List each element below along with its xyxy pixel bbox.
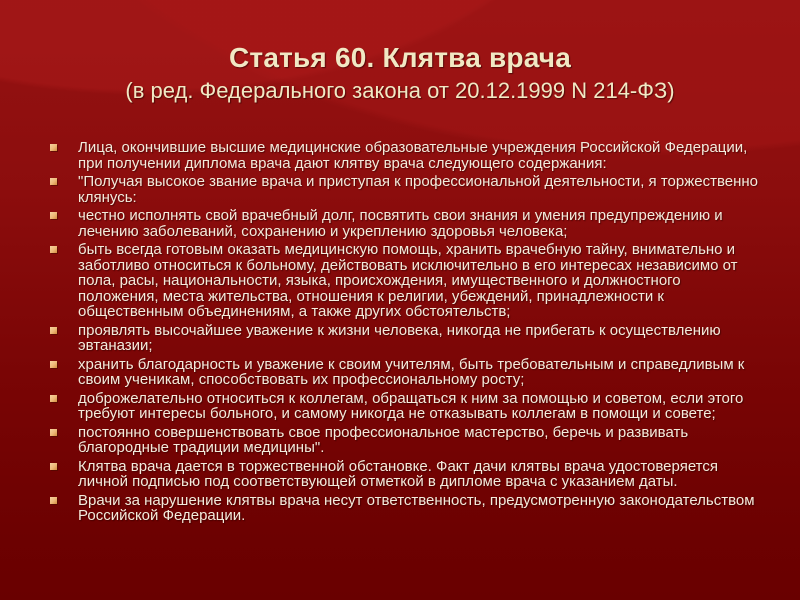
- bullet-item: [48, 174, 760, 205]
- bullet-square-icon: [50, 395, 57, 402]
- slide-header: [0, 0, 800, 104]
- bullet-text: Лица, окончившие высшие медицинские образовательные учреждения Российской Федерации, при получении диплома врача дают клятву врача следующего содержания:: [78, 139, 748, 172]
- bullet-square-icon: [50, 144, 57, 151]
- bullet-item: [48, 493, 760, 524]
- bullet-text: хранить благодарность и уважение к своим учителям, быть требовательным и справедливым к своим ученикам, способствовать их профессиональному росту;: [78, 355, 745, 388]
- bullet-square-icon: [50, 212, 57, 219]
- bullet-item: [48, 208, 760, 239]
- bullet-item: [48, 425, 760, 456]
- bullet-text: "Получая высокое звание врача и приступая к профессиональной деятельности, я торжественно клянусь:: [78, 173, 759, 206]
- bullet-text: доброжелательно относиться к коллегам, обращаться к ним за помощью и советом, если этого требуют интересы больного, и самому никогда не отказывать коллегам в помощи и совете;: [78, 389, 744, 422]
- bullet-text: Врачи за нарушение клятвы врача несут ответственность, предусмотренную законодательством Российской Федерации.: [78, 491, 755, 524]
- bullet-item: [48, 242, 760, 320]
- bullet-square-icon: [50, 429, 57, 436]
- bullet-text: Клятва врача дается в торжественной обстановке. Факт дачи клятвы врача удостоверяется личной подписью под соответствующей отметкой в дипломе врача с указанием даты.: [78, 457, 718, 490]
- bullet-square-icon: [50, 361, 57, 368]
- bullet-square-icon: [50, 463, 57, 470]
- bullet-text: быть всегда готовым оказать медицинскую помощь, хранить врачебную тайну, внимательно и заботливо относиться к больному, действовать исключительно в его интересах независимо от пола, расы, национальности, языка, происхождения, имущественного и должностного положения, места жительства, отношения к религии, убеждений, принадлежности к общественным объединениям, а также других обстоятельств;: [78, 241, 738, 320]
- bullet-square-icon: [50, 246, 57, 253]
- bullet-square-icon: [50, 497, 57, 504]
- bullet-item: [48, 357, 760, 388]
- bullet-item: [48, 140, 760, 171]
- bullet-item: [48, 391, 760, 422]
- bullet-text: честно исполнять свой врачебный долг, посвятить свои знания и умения предупреждению и лечению заболеваний, сохранению и укреплению здоровья человека;: [78, 207, 723, 240]
- bullet-item: [48, 323, 760, 354]
- slide-subtitle: (в ред. Федерального закона от 20.12.1999 N 214-ФЗ): [125, 78, 675, 103]
- bullet-item: [48, 459, 760, 490]
- bullet-square-icon: [50, 178, 57, 185]
- bullet-text: постоянно совершенствовать свое профессиональное мастерство, беречь и развивать благородные традиции медицины".: [78, 423, 689, 456]
- bullet-list: [48, 140, 760, 527]
- bullet-text: проявлять высочайшее уважение к жизни человека, никогда не прибегать к осуществлению эвтаназии;: [78, 321, 721, 354]
- slide-title: Статья 60. Клятва врача: [229, 42, 571, 73]
- bullet-square-icon: [50, 327, 57, 334]
